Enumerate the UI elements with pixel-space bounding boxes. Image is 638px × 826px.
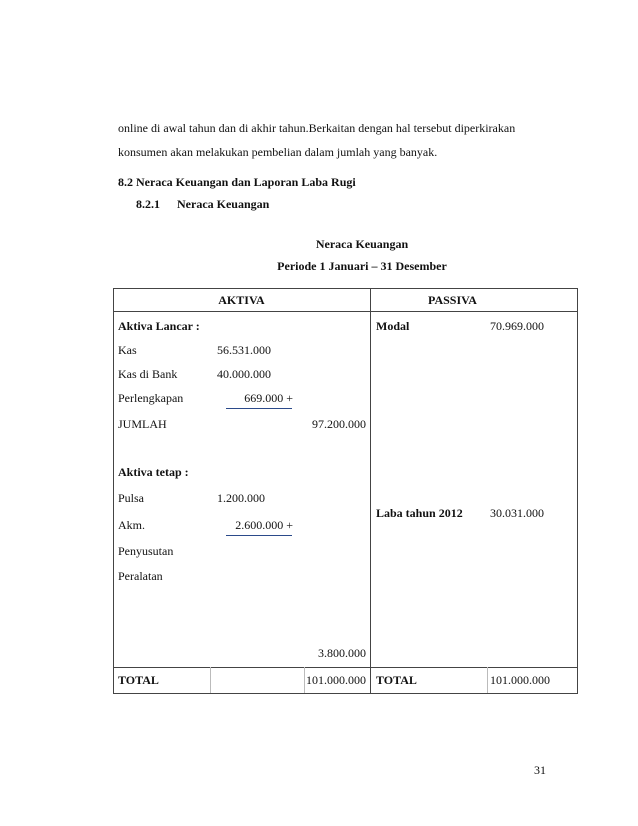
aktiva-tetap-heading: Aktiva tetap :: [118, 465, 189, 479]
table-top-border: [113, 288, 578, 289]
total-left-label: TOTAL: [118, 673, 159, 687]
section-heading: 8.2 Neraca Keuangan dan Laporan Laba Rugi: [118, 175, 356, 189]
subsection-title: Neraca Keuangan: [177, 197, 270, 211]
total-right-value: 101.000.000: [490, 673, 550, 687]
item-value-pulsa: 1.200.000: [217, 491, 265, 505]
item-value-perlengkapan: 669.000 +: [244, 391, 293, 405]
item-label-kas-di-bank: Kas di Bank: [118, 367, 178, 381]
aktiva-tetap-total-value: 3.800.000: [318, 646, 366, 660]
sum-underline-1: [226, 408, 292, 409]
item-label-akm: Akm.: [118, 518, 145, 532]
item-label-penyusutan: Penyusutan: [118, 544, 174, 558]
table-left-border: [113, 288, 114, 694]
total-left-value: 101.000.000: [306, 673, 366, 687]
table-right-border: [577, 288, 578, 694]
table-header-border: [113, 311, 578, 312]
item-value-akm: 2.600.000 +: [235, 518, 293, 532]
passiva-label-modal: Modal: [376, 319, 410, 333]
table-faint-divider-1: [210, 667, 211, 693]
total-right-label: TOTAL: [376, 673, 417, 687]
paragraph-line-2: konsumen akan melakukan pembelian dalam jumlah yang banyak.: [118, 145, 438, 159]
item-value-kas-di-bank: 40.000.000: [217, 367, 271, 381]
item-label-peralatan: Peralatan: [118, 569, 163, 583]
header-aktiva: AKTIVA: [218, 293, 265, 307]
page-number: 31: [534, 763, 546, 777]
table-faint-divider-3: [487, 667, 488, 693]
header-passiva: PASSIVA: [428, 293, 477, 307]
table-total-border: [113, 667, 578, 668]
subsection-number: 8.2.1: [136, 197, 160, 211]
statement-period: Periode 1 Januari – 31 Desember: [277, 259, 447, 273]
item-label-pulsa: Pulsa: [118, 491, 145, 505]
jumlah-value: 97.200.000: [312, 417, 366, 431]
sum-underline-2: [226, 535, 292, 536]
passiva-label-laba: Laba tahun 2012: [376, 506, 463, 520]
passiva-value-modal: 70.969.000: [490, 319, 544, 333]
table-bottom-border: [113, 693, 578, 694]
jumlah-label: JUMLAH: [118, 417, 167, 431]
passiva-value-laba: 30.031.000: [490, 506, 544, 520]
aktiva-lancar-heading: Aktiva Lancar :: [118, 319, 200, 333]
item-value-kas: 56.531.000: [217, 343, 271, 357]
paragraph-line-1: online di awal tahun dan di akhir tahun.Berkaitan dengan hal tersebut diperkirakan: [118, 121, 516, 135]
statement-title: Neraca Keuangan: [315, 237, 409, 251]
table-middle-border: [370, 288, 371, 694]
item-label-perlengkapan: Perlengkapan: [118, 391, 184, 405]
item-label-kas: Kas: [118, 343, 137, 357]
